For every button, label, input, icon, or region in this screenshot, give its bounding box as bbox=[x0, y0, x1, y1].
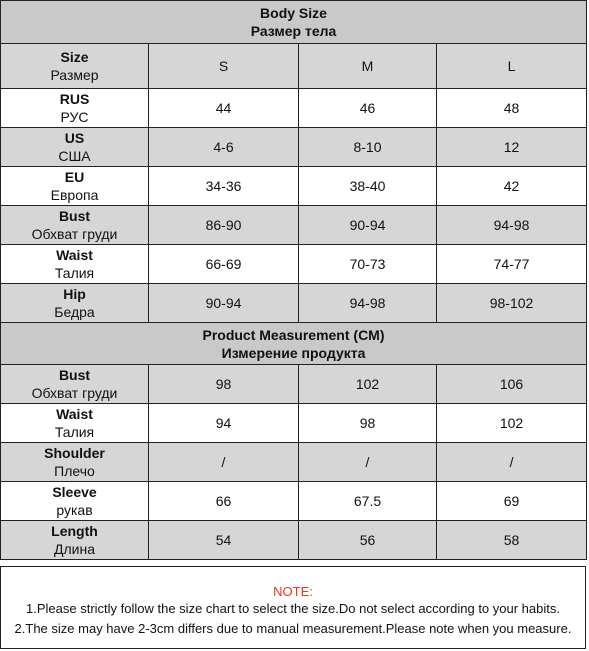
body-size-title-ru: Размер тела bbox=[250, 23, 337, 39]
cell-l: 42 bbox=[437, 167, 587, 206]
note-box bbox=[0, 566, 586, 649]
row-label: EU Европа bbox=[1, 167, 149, 206]
cell-l: 12 bbox=[437, 128, 587, 167]
cell-s: 34-36 bbox=[149, 167, 299, 206]
table-row-product-waist bbox=[1, 404, 587, 443]
cell-m: 67.5 bbox=[299, 482, 437, 521]
cell-m: 102 bbox=[299, 365, 437, 404]
cell-m: 8-10 bbox=[299, 128, 437, 167]
cell-m: 56 bbox=[299, 521, 437, 560]
cell-s: 44 bbox=[149, 89, 299, 128]
table-row-product-bust bbox=[1, 365, 587, 404]
cell-s: 86-90 bbox=[149, 206, 299, 245]
note-line-1: 1.Please strictly follow the size chart to select the size.Do not select according to your habits. bbox=[26, 601, 560, 616]
product-title-ru: Измерение продукта bbox=[221, 344, 366, 361]
cell-l: / bbox=[437, 443, 587, 482]
cell-s: 94 bbox=[149, 404, 299, 443]
table-row-us bbox=[1, 128, 587, 167]
cell-s: 66 bbox=[149, 482, 299, 521]
cell-m: M bbox=[299, 44, 437, 89]
row-label: Bust Обхват груди bbox=[1, 206, 149, 245]
row-label: US США bbox=[1, 128, 149, 167]
table-row-product-shoulder bbox=[1, 443, 587, 482]
row-label: RUS РУС bbox=[1, 89, 149, 128]
row-label: Size Размер bbox=[1, 44, 149, 89]
cell-s: 98 bbox=[149, 365, 299, 404]
cell-m: 46 bbox=[299, 89, 437, 128]
row-label: Bust Обхват груди bbox=[1, 365, 149, 404]
cell-l: 94-98 bbox=[437, 206, 587, 245]
body-size-title-en: Body Size bbox=[260, 5, 327, 21]
row-label: Length Длина bbox=[1, 521, 149, 560]
body-size-header bbox=[1, 1, 587, 44]
cell-s: / bbox=[149, 443, 299, 482]
cell-l: 106 bbox=[437, 365, 587, 404]
row-label: Hip Бедра bbox=[1, 284, 149, 323]
table-row-bust bbox=[1, 206, 587, 245]
cell-s: S bbox=[149, 44, 299, 89]
cell-l: L bbox=[437, 44, 587, 89]
table-row-waist bbox=[1, 245, 587, 284]
cell-m: / bbox=[299, 443, 437, 482]
row-label: Shoulder Плечо bbox=[1, 443, 149, 482]
table-row-hip bbox=[1, 284, 587, 323]
cell-s: 66-69 bbox=[149, 245, 299, 284]
note-title: NOTE: bbox=[273, 584, 313, 599]
cell-l: 48 bbox=[437, 89, 587, 128]
cell-s: 90-94 bbox=[149, 284, 299, 323]
table-row-rus bbox=[1, 89, 587, 128]
table-row-size bbox=[1, 44, 587, 89]
product-title-en: Product Measurement (CM) bbox=[202, 326, 385, 343]
table-row-eu bbox=[1, 167, 587, 206]
cell-m: 90-94 bbox=[299, 206, 437, 245]
cell-l: 74-77 bbox=[437, 245, 587, 284]
table-row-product-length bbox=[1, 521, 587, 560]
cell-s: 54 bbox=[149, 521, 299, 560]
cell-l: 98-102 bbox=[437, 284, 587, 323]
row-label: Waist Талия bbox=[1, 404, 149, 443]
cell-l: 58 bbox=[437, 521, 587, 560]
table-row-product-sleeve bbox=[1, 482, 587, 521]
cell-m: 38-40 bbox=[299, 167, 437, 206]
cell-m: 94-98 bbox=[299, 284, 437, 323]
cell-l: 102 bbox=[437, 404, 587, 443]
cell-m: 70-73 bbox=[299, 245, 437, 284]
note-line-2: 2.The size may have 2-3cm differs due to manual measurement.Please note when you measure. bbox=[14, 621, 572, 636]
cell-l: 69 bbox=[437, 482, 587, 521]
product-measurement-header bbox=[1, 323, 587, 365]
row-label: Waist Талия bbox=[1, 245, 149, 284]
cell-s: 4-6 bbox=[149, 128, 299, 167]
cell-m: 98 bbox=[299, 404, 437, 443]
row-label: Sleeve рукав bbox=[1, 482, 149, 521]
